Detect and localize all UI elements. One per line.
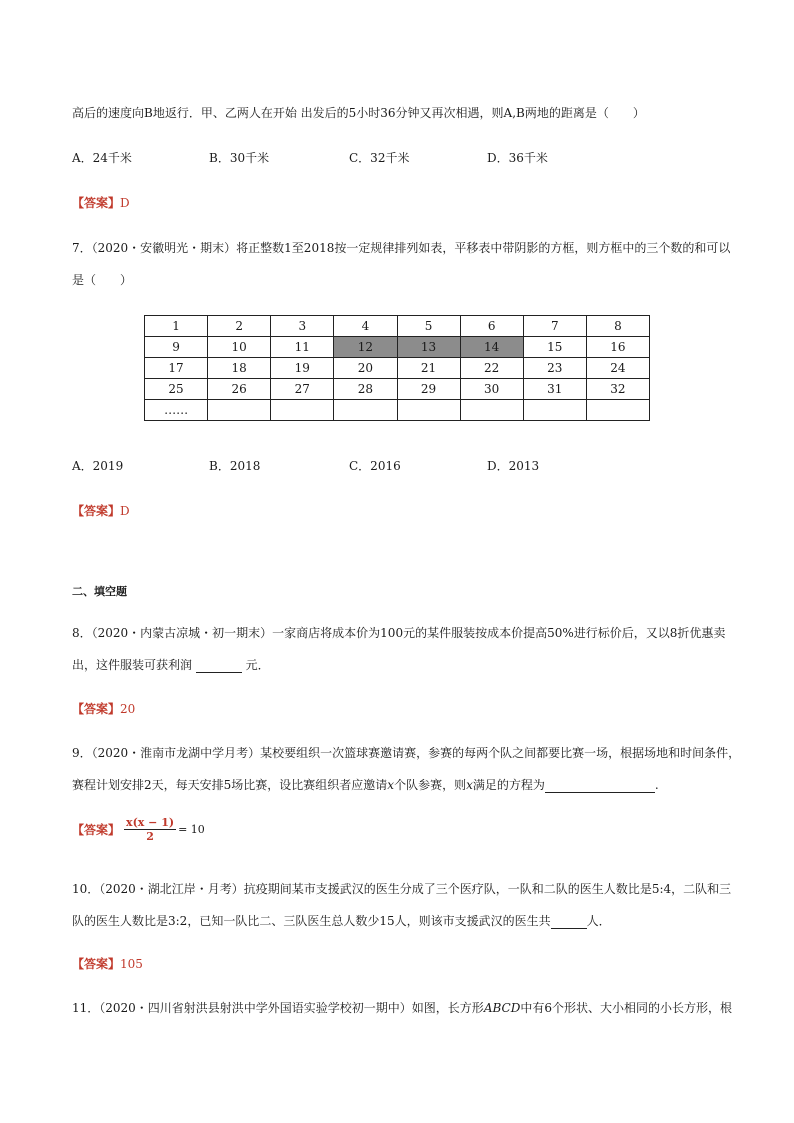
table-cell: 29 — [397, 379, 460, 400]
table-cell — [334, 400, 397, 421]
q10-text-line2: 队的医生人数比是3:2，已知一队比二、三队医生总人数少15人，则该市支援武汉的医生共 人． — [72, 914, 611, 928]
shaded-cell: 14 — [460, 337, 523, 358]
table-cell: 5 — [397, 316, 460, 337]
table-cell — [397, 400, 460, 421]
q7-text-line2: 是（ ） — [72, 273, 133, 287]
q7-option-c: C．2016 — [349, 459, 401, 473]
table-cell: 2 — [208, 316, 271, 337]
table-cell: 24 — [586, 358, 649, 379]
table-cell: 11 — [271, 337, 334, 358]
table-cell: 6 — [460, 316, 523, 337]
q6-option-b: B．30千米 — [209, 151, 270, 165]
answer-fraction: $\frac{x(x - 1)}{2}$ — [126, 816, 175, 843]
table-cell: 19 — [271, 358, 334, 379]
table-cell: 16 — [586, 337, 649, 358]
answer-blank — [551, 928, 587, 929]
q6-answer: 【答案】D — [72, 196, 130, 210]
table-cell — [271, 400, 334, 421]
q8-answer: 【答案】20 — [72, 702, 136, 716]
table-row — [145, 337, 650, 358]
table-cell: 18 — [208, 358, 271, 379]
table-cell: 15 — [523, 337, 586, 358]
q8-text-line2: 出，这件服装可获利润 元． — [72, 658, 270, 672]
answer-blank — [196, 672, 242, 673]
table-cell: 32 — [586, 379, 649, 400]
table-cell: 26 — [208, 379, 271, 400]
table-cell: 23 — [523, 358, 586, 379]
table-row — [145, 316, 650, 337]
q7-option-d: D．2013 — [487, 459, 540, 473]
table-cell: 22 — [460, 358, 523, 379]
table-cell: 27 — [271, 379, 334, 400]
table-cell: 17 — [145, 358, 208, 379]
q9-text-line1: 9．（2020・淮南市龙湖中学月考）某校要组织一次篮球赛邀请赛，参赛的每两个队之间都要比赛一场，根据场地和时间条件， — [72, 746, 741, 760]
q7-text-line1: 7．（2020・安徽明光・期末）将正整数1至2018按一定规律排列如表，平移表中带阴影的方框，则方框中的三个数的和可以 — [72, 241, 731, 255]
q9-text-line2: 赛程计划安排2天，每天安排5场比赛，设比赛组织者应邀请x个队参赛，则x满足的方程为 . — [72, 778, 659, 792]
table-cell: 21 — [397, 358, 460, 379]
table-cell: …… — [145, 400, 208, 421]
q6-text: 高后的速度向B地返行．甲、乙两人在开始 出发后的5小时36分钟又再次相遇，则A,B两地的距离是（ ） — [72, 106, 645, 120]
shaded-cell: 13 — [397, 337, 460, 358]
shaded-cell: 12 — [334, 337, 397, 358]
q10-answer: 【答案】105 — [72, 957, 143, 971]
table-cell: 31 — [523, 379, 586, 400]
q9-answer: 【答案】 $\frac{x(x - 1)}{2}$ = 10 — [72, 816, 205, 843]
table-row — [145, 379, 650, 400]
table-cell: 1 — [145, 316, 208, 337]
q6-option-d: D．36千米 — [487, 151, 548, 165]
table-row — [145, 400, 650, 421]
table-cell: 20 — [334, 358, 397, 379]
table-cell — [208, 400, 271, 421]
section-title: 二、填空题 — [72, 585, 127, 598]
table-cell: 8 — [586, 316, 649, 337]
table-cell — [523, 400, 586, 421]
table-cell: 10 — [208, 337, 271, 358]
q8-text-line1: 8．（2020・内蒙古凉城・初一期末）一家商店将成本价为100元的某件服装按成本价提高50%进行标价后，又以8折优惠卖 — [72, 626, 726, 640]
answer-blank — [545, 792, 655, 793]
q6-option-c: C．32千米 — [349, 151, 410, 165]
table-cell: 4 — [334, 316, 397, 337]
table-cell: 30 — [460, 379, 523, 400]
number-grid-table — [144, 315, 650, 421]
table-cell: 28 — [334, 379, 397, 400]
table-row — [145, 358, 650, 379]
q7-option-b: B．2018 — [209, 459, 261, 473]
q10-text-line1: 10．（2020・湖北江岸・月考）抗疫期间某市支援武汉的医生分成了三个医疗队，一队和二队的医生人数比是5:4，二队和三 — [72, 882, 732, 896]
table-cell: 3 — [271, 316, 334, 337]
q11-text-line1: 11．（2020・四川省射洪县射洪中学外国语实验学校初一期中）如图，长方形ABCD中有6个形状、大小相同的小长方形，根 — [72, 1001, 732, 1015]
table-cell — [460, 400, 523, 421]
table-cell — [586, 400, 649, 421]
table-cell: 9 — [145, 337, 208, 358]
q7-answer: 【答案】D — [72, 504, 130, 518]
table-cell: 7 — [523, 316, 586, 337]
q6-option-a: A．24千米 — [72, 151, 132, 165]
table-cell: 25 — [145, 379, 208, 400]
q7-option-a: A．2019 — [72, 459, 124, 473]
